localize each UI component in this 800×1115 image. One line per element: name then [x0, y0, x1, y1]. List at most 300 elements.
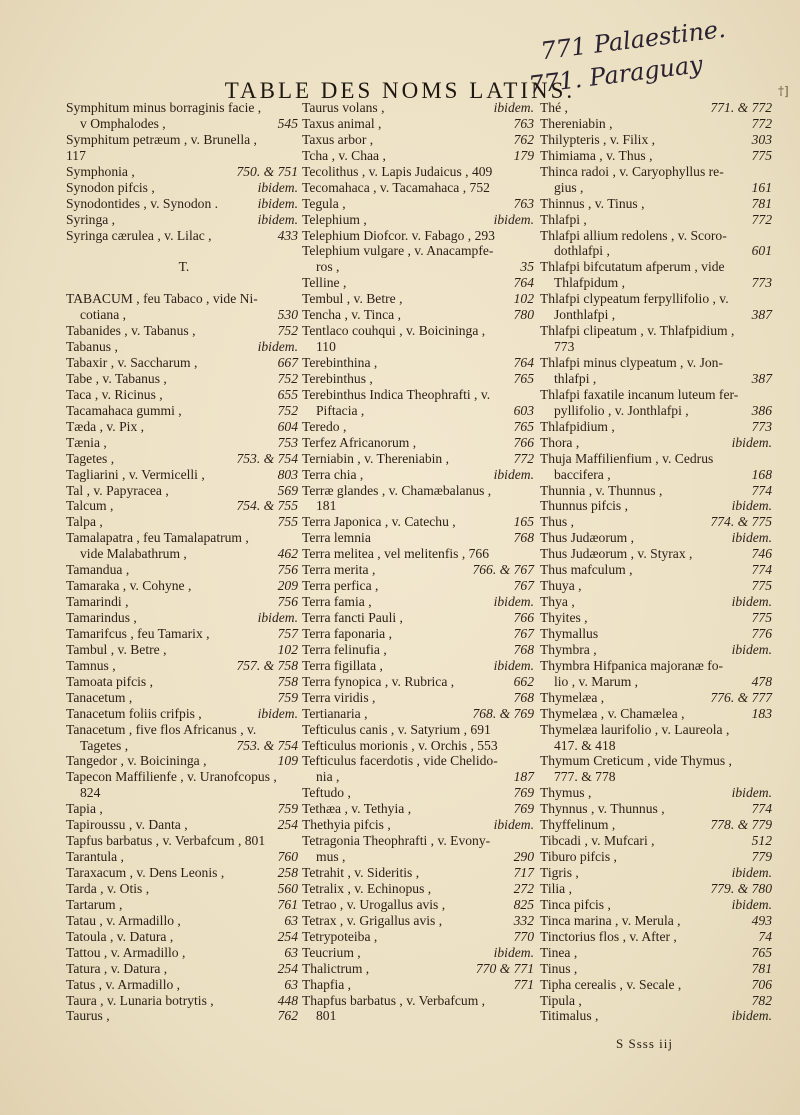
entry-term: 417. & 418 [554, 737, 616, 753]
entry-term: Terniabin , v. Thereniabin , [302, 450, 450, 466]
index-entry [66, 674, 302, 690]
entry-page-ref: 766 [513, 434, 534, 450]
entry-page-ref: ibidem. [257, 195, 298, 211]
entry-page-ref: 763 [513, 115, 534, 131]
index-entry [302, 881, 538, 897]
entry-page-ref: 776 [751, 625, 772, 641]
entry-page-ref: 667 [277, 355, 298, 370]
entry-term: Tamarindus , [66, 610, 137, 625]
entry-page-ref: 750. & 751 [236, 163, 298, 179]
entry-term: 117 [66, 147, 86, 163]
entry-term: Tefticulus canis , v. Satyrium , 691 [302, 721, 491, 737]
index-entry [66, 419, 302, 435]
index-entry [302, 817, 538, 833]
index-entry [540, 467, 776, 483]
index-entry [540, 196, 776, 212]
index-entry [66, 753, 302, 769]
index-entry [540, 817, 776, 833]
entry-term: Tetrahit , v. Sideritis , [302, 865, 420, 880]
index-entry [302, 148, 538, 164]
entry-page-ref: 662 [513, 673, 534, 689]
index-entry [66, 355, 302, 371]
index-entry [66, 785, 302, 801]
entry-term: Tencha , v. Tinca , [302, 307, 401, 323]
entry-page-ref: ibidem. [493, 100, 534, 115]
entry-term: Terra fynopica , v. Rubrica , [302, 673, 455, 689]
index-entry [540, 339, 776, 355]
entry-term: Tetrax , v. Grigallus avis , [302, 912, 443, 928]
entry-term: Thymelæa , [540, 689, 605, 705]
entry-page-ref: 767 [513, 625, 534, 641]
entry-term: cotiana , [80, 307, 127, 323]
entry-page-ref: 758 [277, 673, 298, 689]
entry-page-ref: 768. & 769 [472, 705, 534, 721]
index-entry [66, 993, 302, 1009]
entry-page-ref: 752 [277, 370, 298, 386]
index-entry [66, 977, 302, 993]
entry-term: Tagetes , [66, 450, 115, 466]
entry-page-ref: 109 [277, 753, 298, 769]
entry-page-ref: 803 [277, 466, 298, 482]
entry-page-ref: 766 [513, 610, 534, 625]
index-entry [66, 562, 302, 578]
index-entry [66, 387, 302, 403]
entry-term: Thunnus pifcis , [540, 498, 628, 514]
entry-page-ref: 448 [277, 992, 298, 1008]
entry-term: nia , [316, 769, 340, 785]
entry-term: Tinctorius flos , v. After , [540, 928, 677, 944]
index-entry [540, 259, 776, 275]
entry-page-ref: 782 [751, 992, 772, 1008]
entry-term: Tentlaco couhqui , v. Boicininga , [302, 323, 486, 339]
entry-term: Tecolithus , v. Lapis Judaicus , 409 [302, 163, 493, 179]
margin-mark: †] [778, 84, 789, 98]
entry-page-ref: 762 [513, 131, 534, 147]
index-entry [302, 610, 538, 626]
index-entry [66, 212, 302, 228]
index-entry [66, 706, 302, 722]
entry-page-ref: 759 [277, 689, 298, 705]
index-entry [540, 658, 776, 674]
entry-page-ref: 386 [751, 402, 772, 418]
entry-page-ref: 768 [513, 689, 534, 705]
entry-term: Tarda , v. Otis , [66, 880, 150, 896]
index-entry [540, 228, 776, 244]
entry-page-ref: 493 [751, 912, 772, 928]
entry-page-ref: 776. & 777 [710, 689, 772, 705]
index-entry [302, 339, 538, 355]
entry-term: Telline , [302, 275, 347, 291]
index-entry [302, 180, 538, 196]
entry-page-ref: 254 [277, 817, 298, 833]
entry-term: Tamaraka , v. Cohyne , [66, 578, 192, 594]
entry-term: Tibcadi , v. Mufcari , [540, 833, 655, 849]
entry-term: Taxus arbor , [302, 131, 374, 147]
entry-term: Tegula , [302, 195, 346, 211]
entry-page-ref: ibidem. [731, 896, 772, 912]
index-entry [302, 977, 538, 993]
index-entry [66, 371, 302, 387]
index-entry [302, 530, 538, 546]
entry-page-ref: 433 [277, 227, 298, 243]
index-entry [66, 833, 302, 849]
entry-page-ref: 752 [277, 323, 298, 339]
entry-term: Synodon pifcis , [66, 179, 155, 195]
index-column-2 [302, 100, 538, 1024]
entry-term: Tatus , v. Armadillo , [66, 976, 181, 992]
entry-term: Thlafpi , [540, 211, 587, 227]
entry-page-ref: ibidem. [731, 641, 772, 657]
index-entry [302, 945, 538, 961]
entry-term: T. [178, 259, 190, 275]
entry-page-ref: 63 [284, 944, 298, 960]
index-entry [540, 674, 776, 690]
index-entry [66, 865, 302, 881]
entry-page-ref: 825 [513, 896, 534, 912]
index-entry [302, 865, 538, 881]
entry-page-ref: 775 [751, 578, 772, 594]
index-entry [540, 578, 776, 594]
entry-page-ref: 35 [520, 259, 534, 275]
entry-term: Taurus volans , [302, 100, 385, 115]
index-entry [302, 738, 538, 754]
entry-term: Thlafpi clypeatum ferpyllifolio , v. [540, 291, 729, 307]
index-entry [302, 961, 538, 977]
index-entry [540, 116, 776, 132]
entry-term: Tinca pifcis , [540, 896, 611, 912]
index-entry [66, 913, 302, 929]
entry-term: Tamarindi , [66, 594, 129, 610]
entry-term: Thyffelinum , [540, 817, 616, 833]
entry-page-ref: ibidem. [493, 657, 534, 673]
entry-term: Terfez Africanorum , [302, 434, 417, 450]
entry-page-ref: 209 [277, 578, 298, 594]
index-entry [302, 403, 538, 419]
entry-term: Tecomahaca , v. Tacamahaca , 752 [302, 179, 490, 195]
index-entry [302, 578, 538, 594]
blank-line [66, 275, 302, 291]
index-entry [66, 132, 302, 148]
index-entry [66, 626, 302, 642]
section-letter [66, 259, 302, 275]
index-entry [302, 435, 538, 451]
index-entry [540, 753, 776, 769]
entry-page-ref: 569 [277, 482, 298, 498]
index-entry [540, 785, 776, 801]
index-entry [66, 610, 302, 626]
index-entry [540, 801, 776, 817]
entry-term: Tinca marina , v. Merula , [540, 912, 681, 928]
entry-page-ref: 545 [277, 115, 298, 131]
entry-page-ref: 762 [277, 1008, 298, 1024]
entry-term: mus , [316, 849, 346, 865]
entry-page-ref: 753 [277, 434, 298, 450]
entry-page-ref: 74 [758, 928, 772, 944]
index-entry [302, 626, 538, 642]
index-entry [540, 419, 776, 435]
index-entry [540, 706, 776, 722]
index-entry [540, 100, 776, 116]
entry-page-ref: 765 [751, 944, 772, 960]
entry-term: 824 [80, 785, 101, 801]
entry-page-ref: 63 [284, 912, 298, 928]
index-entry [302, 913, 538, 929]
entry-term: Teucrium , [302, 944, 361, 960]
entry-term: Thuja Maffilienfium , v. Cedrus [540, 450, 714, 466]
index-entry [302, 514, 538, 530]
entry-page-ref: 603 [513, 402, 534, 418]
entry-page-ref: 272 [513, 880, 534, 896]
index-entry [302, 291, 538, 307]
entry-term: Terra fancti Pauli , [302, 610, 403, 625]
index-entry [540, 275, 776, 291]
entry-term: Thilypteris , v. Filix , [540, 131, 656, 147]
entry-term: Thé , [540, 100, 568, 115]
entry-page-ref: 332 [513, 912, 534, 928]
entry-term: Tamarifcus , feu Tamarix , [66, 625, 210, 641]
index-entry [540, 881, 776, 897]
entry-term: Thymbra , [540, 641, 597, 657]
entry-page-ref: 290 [513, 849, 534, 865]
entry-term: Syringa cærulea , v. Lilac , [66, 227, 212, 243]
entry-term: Thymum Creticum , vide Thymus , [540, 753, 732, 769]
entry-term: Thlafpi allium redolens , v. Scoro- [540, 227, 727, 243]
entry-term: Teftudo , [302, 785, 351, 801]
index-entry [540, 1008, 776, 1024]
entry-term: Synodontides , v. Synodon . [66, 195, 219, 211]
index-entry [66, 307, 302, 323]
index-entry [66, 738, 302, 754]
entry-page-ref: ibidem. [731, 434, 772, 450]
entry-term: Tefticulus morionis , v. Orchis , 553 [302, 737, 498, 753]
index-entry [66, 530, 302, 546]
entry-term: baccifera , [554, 466, 611, 482]
entry-term: Tagetes , [80, 737, 129, 753]
index-entry [540, 435, 776, 451]
entry-term: Terebinthus , [302, 370, 373, 386]
entry-page-ref: 768 [513, 641, 534, 657]
entry-term: Tinus , [540, 960, 578, 976]
index-entry [302, 833, 538, 849]
index-entry [540, 387, 776, 403]
index-entry [66, 148, 302, 164]
index-entry [302, 419, 538, 435]
entry-term: Tanacetum foliis crifpis , [66, 705, 202, 721]
entry-page-ref: 780 [513, 307, 534, 323]
index-entry [540, 498, 776, 514]
entry-term: Thora , [540, 434, 580, 450]
entry-term: Symphitum petræum , v. Brunella , [66, 131, 257, 147]
index-entry [540, 626, 776, 642]
entry-term: Talpa , [66, 514, 103, 530]
index-entry [302, 498, 538, 514]
index-entry [66, 594, 302, 610]
entry-term: Talcum , [66, 498, 114, 514]
entry-term: Tabanus , [66, 339, 118, 355]
entry-term: Tæda , v. Pix , [66, 418, 145, 434]
index-entry [66, 514, 302, 530]
index-entry [302, 642, 538, 658]
entry-page-ref: 761 [277, 896, 298, 912]
index-entry [540, 897, 776, 913]
index-entry [302, 483, 538, 499]
entry-page-ref: 757. & 758 [236, 657, 298, 673]
index-entry [302, 196, 538, 212]
entry-term: Tipula , [540, 992, 582, 1008]
entry-term: Tatura , v. Datura , [66, 960, 168, 976]
entry-term: Tabe , v. Tabanus , [66, 370, 167, 386]
entry-page-ref: 775 [751, 610, 772, 625]
entry-term: Symphonia , [66, 163, 135, 179]
entry-term: thlafpi , [554, 370, 597, 386]
index-entry [66, 498, 302, 514]
index-entry [540, 514, 776, 530]
index-entry [302, 849, 538, 865]
entry-term: Thereniabin , [540, 115, 613, 131]
index-entry [540, 833, 776, 849]
entry-page-ref: 754. & 755 [236, 498, 298, 514]
index-entry [540, 180, 776, 196]
index-entry [540, 913, 776, 929]
index-entry [540, 530, 776, 546]
entry-term: Thus , [540, 514, 574, 530]
entry-term: Thlafpi bifcutatum afperum , vide [540, 259, 725, 275]
entry-term: Thlafpi clipeatum , v. Thlafpidium , [540, 323, 735, 339]
entry-page-ref: ibidem. [731, 530, 772, 546]
index-entry [302, 674, 538, 690]
index-entry [66, 196, 302, 212]
entry-term: Terra Japonica , v. Catechu , [302, 514, 456, 530]
entry-page-ref: 478 [751, 673, 772, 689]
index-entry [302, 355, 538, 371]
index-entry [302, 929, 538, 945]
index-entry [66, 817, 302, 833]
index-entry [540, 291, 776, 307]
entry-page-ref: 770 [513, 928, 534, 944]
entry-term: Tabanides , v. Tabanus , [66, 323, 196, 339]
index-entry [540, 132, 776, 148]
index-entry [302, 100, 538, 116]
index-entry [66, 897, 302, 913]
entry-page-ref: ibidem. [493, 594, 534, 610]
entry-term: Terra viridis , [302, 689, 376, 705]
index-entry [540, 243, 776, 259]
index-entry [540, 610, 776, 626]
entry-term: Tænia , [66, 434, 107, 450]
entry-page-ref: ibidem. [493, 211, 534, 227]
index-entry [302, 594, 538, 610]
entry-page-ref: 303 [751, 131, 772, 147]
entry-page-ref: 755 [277, 514, 298, 530]
entry-page-ref: 771 [513, 976, 534, 992]
entry-page-ref: 772 [751, 115, 772, 131]
entry-page-ref: 183 [751, 705, 772, 721]
index-entry [302, 546, 538, 562]
entry-page-ref: 760 [277, 849, 298, 865]
index-entry [540, 865, 776, 881]
entry-page-ref: 772 [751, 211, 772, 227]
index-entry [302, 212, 538, 228]
entry-term: Symphitum minus borraginis facie , [66, 100, 262, 115]
entry-page-ref: 179 [513, 147, 534, 163]
index-entry [540, 355, 776, 371]
handwritten-note-1: 771 Palaestine. [539, 14, 728, 66]
entry-term: 181 [316, 498, 337, 514]
entry-page-ref: 781 [751, 960, 772, 976]
index-entry [66, 929, 302, 945]
entry-page-ref: 779 [751, 849, 772, 865]
index-entry [302, 164, 538, 180]
entry-term: Tabaxir , v. Saccharum , [66, 355, 198, 370]
entry-page-ref: ibidem. [493, 817, 534, 833]
index-entry [66, 945, 302, 961]
entry-term: Tigris , [540, 865, 579, 880]
entry-term: Terra perfica , [302, 578, 379, 594]
entry-term: Tanacetum , five flos Africanus , v. [66, 721, 257, 737]
index-entry [66, 291, 302, 307]
index-entry [540, 594, 776, 610]
index-entry [66, 323, 302, 339]
entry-page-ref: 770 & 771 [475, 960, 534, 976]
entry-page-ref: 560 [277, 880, 298, 896]
entry-page-ref: 779. & 780 [710, 880, 772, 896]
entry-term: Thus Judæorum , [540, 530, 635, 546]
entry-page-ref: 706 [751, 976, 772, 992]
index-entry [540, 849, 776, 865]
entry-page-ref: 258 [277, 865, 298, 880]
index-entry [302, 467, 538, 483]
entry-term: Thapfus barbatus , v. Verbafcum , [302, 992, 486, 1008]
entry-term: Terebinthus Indica Theophrafti , v. [302, 386, 491, 402]
entry-term: Terra faponaria , [302, 625, 392, 641]
index-column-1 [66, 100, 302, 1024]
entry-page-ref: 165 [513, 514, 534, 530]
index-entry [540, 993, 776, 1009]
index-entry [540, 451, 776, 467]
entry-page-ref: 764 [513, 275, 534, 291]
entry-page-ref: 168 [751, 466, 772, 482]
page-signature: S Ssss iij [616, 1036, 673, 1051]
entry-term: v Omphalodes , [80, 115, 166, 131]
entry-term: 777. & 778 [554, 769, 616, 785]
index-entry [302, 706, 538, 722]
entry-term: Thuya , [540, 578, 582, 594]
entry-page-ref: ibidem. [257, 339, 298, 355]
entry-page-ref: ibidem. [257, 211, 298, 227]
entry-page-ref: 717 [513, 865, 534, 880]
entry-page-ref: 102 [277, 641, 298, 657]
entry-page-ref: 753. & 754 [236, 737, 298, 753]
entry-term: Terra lemnia [302, 530, 371, 546]
entry-term: Tambul , v. Betre , [66, 641, 167, 657]
index-column-3 [540, 100, 776, 1024]
entry-term: Titimalus , [540, 1008, 599, 1024]
index-entry [66, 1008, 302, 1024]
entry-term: Tamnus , [66, 657, 116, 673]
index-entry [540, 961, 776, 977]
index-entry [302, 307, 538, 323]
entry-page-ref: 774. & 775 [710, 514, 772, 530]
entry-term: Tagliarini , v. Vermicelli , [66, 466, 205, 482]
entry-term: Terra figillata , [302, 657, 383, 673]
entry-term: Terræ glandes , v. Chamæbalanus , [302, 482, 492, 498]
entry-page-ref: 601 [751, 243, 772, 259]
entry-term: Taurus , [66, 1008, 110, 1024]
index-entry [66, 722, 302, 738]
entry-term: Tamoata pifcis , [66, 673, 153, 689]
index-entry [302, 371, 538, 387]
entry-page-ref: 387 [751, 370, 772, 386]
